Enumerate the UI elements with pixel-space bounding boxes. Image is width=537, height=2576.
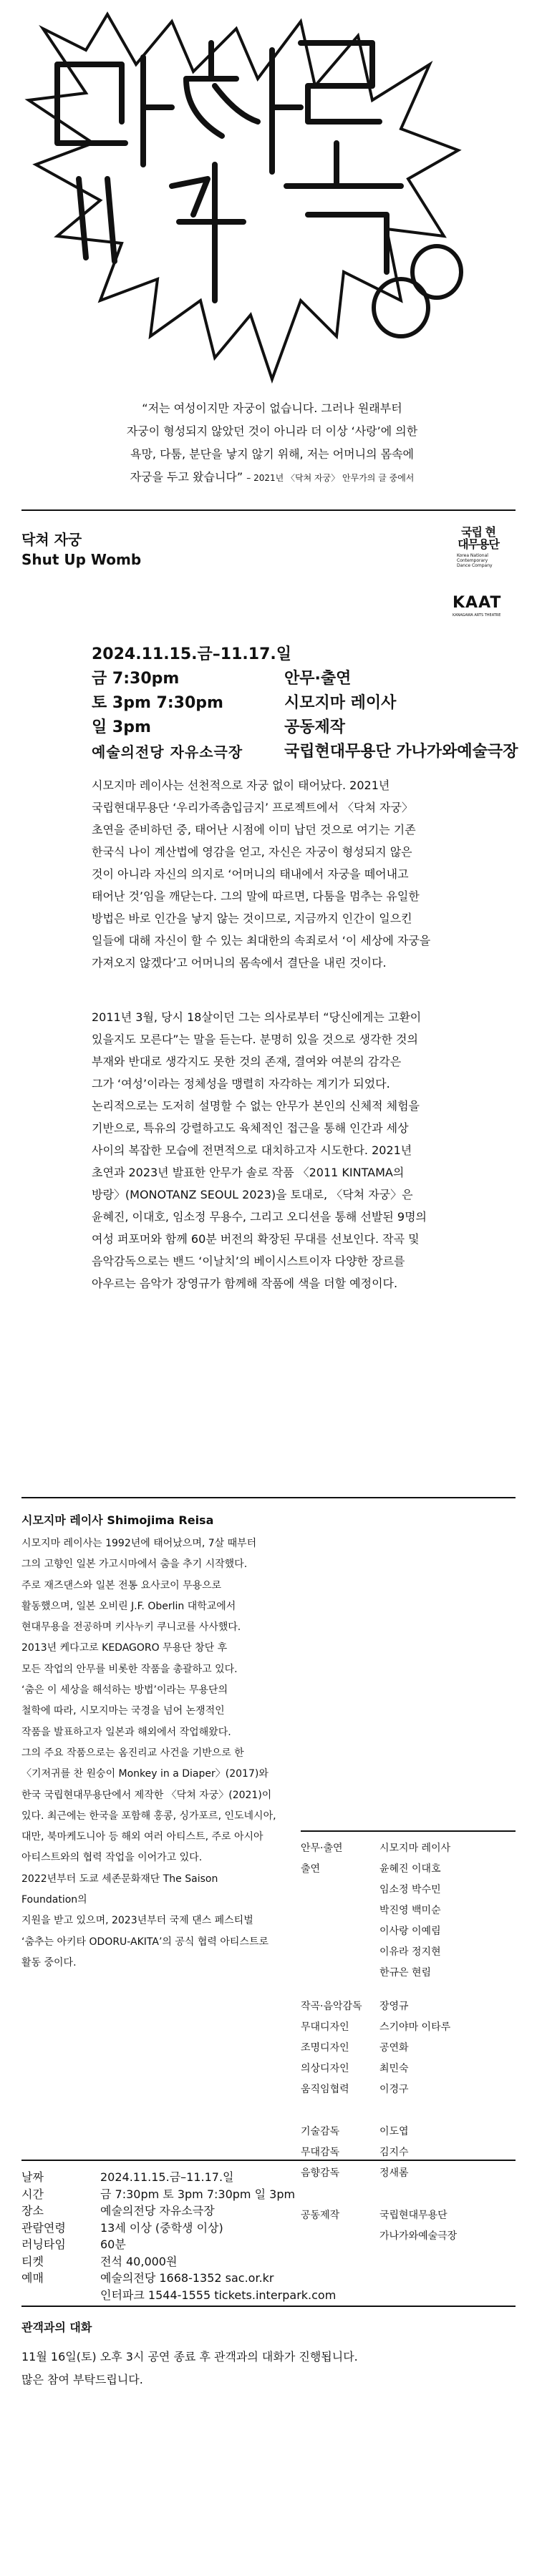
credit-name: 장영규 bbox=[379, 2001, 409, 2012]
text-line: ‘춤추는 아키타 ODORU-AKITA’의 공식 협력 아티스트로 bbox=[21, 1936, 269, 1948]
text-line: 작품을 발표하고자 일본과 해외에서 작업해왔다. bbox=[21, 1726, 231, 1738]
schedule-dates: 2024.11.15.금–11.17.일 bbox=[92, 645, 291, 663]
credit-role: 움직임협력 bbox=[301, 2084, 349, 2095]
info-value: 인터파크 1544-1555 tickets.interpark.com bbox=[100, 2288, 337, 2302]
schedule-block bbox=[92, 643, 291, 764]
quote-line-text: 자궁을 두고 왔습니다” bbox=[130, 470, 243, 484]
credit-role: 조명디자인 bbox=[301, 2042, 349, 2054]
text-line: 활동했으며, 일본 오비린 J.F. Oberlin 대학교에서 bbox=[21, 1600, 236, 1612]
credit-role: 음향감독 bbox=[301, 2167, 340, 2179]
text-line: 지원을 받고 있으며, 2023년부터 국제 댄스 페스티벌 bbox=[21, 1915, 253, 1927]
text-line: 그의 주요 작품으로는 옴진리교 사건을 기반으로 한 bbox=[21, 1747, 244, 1759]
credit-role: 작곡·음악감독 bbox=[301, 2001, 362, 2012]
text-line: 그가 ‘여성’이라는 정체성을 맹렬히 자각하는 계기가 되었다. bbox=[92, 1077, 390, 1091]
credit-name: 박진영 백미순 bbox=[379, 1905, 441, 1916]
kncdc-logo-sub: Korea National Contemporary Dance Company bbox=[457, 553, 493, 568]
credit-name: 임소정 박수민 bbox=[379, 1884, 441, 1896]
text-line: 대만, 북마케도니아 등 해외 여러 아티스트, 주로 아시아 bbox=[21, 1831, 263, 1843]
text-line: 아티스트와의 협력 작업을 이어가고 있다. bbox=[21, 1852, 203, 1864]
text-line: 기반으로, 특유의 강렬하고도 육체적인 접근을 통해 인간과 세상 bbox=[92, 1121, 409, 1135]
credit-name: 이유라 정지현 bbox=[379, 1946, 441, 1958]
info-value: 예술의전당 1668-1352 sac.or.kr bbox=[100, 2271, 274, 2285]
info-value: 60분 bbox=[100, 2238, 126, 2251]
credit-role: 기술감독 bbox=[301, 2126, 340, 2137]
title-english: Shut Up Womb bbox=[21, 551, 142, 568]
top-credit-role: 안무·출연 bbox=[284, 670, 352, 688]
credit-role: 무대디자인 bbox=[301, 2021, 349, 2033]
kaat-logo-sub: KANAGAWA ARTS THEATRE bbox=[453, 613, 501, 618]
info-label: 장소 bbox=[21, 2204, 44, 2218]
text-line: 있다. 최근에는 한국을 포함해 홍콩, 싱가포르, 인도네시아, bbox=[21, 1810, 276, 1822]
schedule-fri: 금 7:30pm bbox=[92, 670, 180, 688]
text-line: 모든 작업의 안무를 비롯한 작품을 총괄하고 있다. bbox=[21, 1663, 238, 1675]
kaat-logo bbox=[453, 594, 510, 618]
text-line: 주로 재즈댄스와 일본 전통 요사코이 무용으로 bbox=[21, 1579, 222, 1591]
text-line: 초연을 준비하던 중, 태어난 시점에 이미 납던 것으로 여기는 기존 bbox=[92, 823, 416, 836]
credit-name: 김지수 bbox=[379, 2147, 409, 2158]
text-line: 것이 아니라 자신의 의지로 ‘어머니의 태내에서 자궁을 떼어내고 bbox=[92, 867, 409, 881]
text-line: 〈기저귀를 찬 원숭이 Monkey in a Diaper〉(2017)와 bbox=[21, 1768, 268, 1780]
text-line: 한국 국립현대무용단에서 제작한 〈닥쳐 자궁〉(2021)이 bbox=[21, 1789, 272, 1801]
text-line: 2011년 3월, 당시 18살이던 그는 의사로부터 “당신에게는 고환이 bbox=[92, 1010, 422, 1024]
info-label: 러닝타임 bbox=[21, 2238, 66, 2251]
text-line: 일들에 대해 자신이 할 수 있는 최대한의 속죄로서 ‘이 세상에 자궁을 bbox=[92, 934, 431, 947]
bio-title: 시모지마 레이사 Shimojima Reisa bbox=[21, 1513, 214, 1527]
credit-name: 이사랑 이예림 bbox=[379, 1926, 441, 1937]
credit-name: 스기야마 이타루 bbox=[379, 2021, 451, 2033]
text-line: 그의 고향인 일본 가고시마에서 춤을 추기 시작했다. bbox=[21, 1558, 248, 1571]
kncdc-logo-mark: 국립 현대무용단 bbox=[458, 525, 499, 551]
divider bbox=[21, 2306, 516, 2307]
hero-artwork bbox=[0, 0, 537, 429]
text-line: 현대무용을 전공하며 키사누키 쿠니코를 사사했다. bbox=[21, 1621, 241, 1634]
text-line: 사이의 복잡한 모습에 전면적으로 대치하고자 시도한다. 2021년 bbox=[92, 1143, 412, 1157]
epigraph-quote bbox=[43, 397, 501, 489]
credit-name: 최민숙 bbox=[379, 2063, 409, 2074]
top-credit-role: 공동제작 bbox=[284, 718, 346, 736]
info-value: 금 7:30pm 토 3pm 7:30pm 일 3pm bbox=[100, 2187, 296, 2201]
talk-body bbox=[21, 2346, 516, 2391]
divider bbox=[21, 1497, 516, 1498]
info-label: 티켓 bbox=[21, 2254, 44, 2268]
info-value: 2024.11.15.금–11.17.일 bbox=[100, 2170, 234, 2184]
title-korean: 닥쳐 자궁 bbox=[21, 531, 82, 548]
text-line: 국립현대무용단 ‘우리가족춤입금지’ 프로젝트에서 〈닥쳐 자궁〉 bbox=[92, 801, 413, 814]
credit-name: 이도엽 bbox=[379, 2126, 409, 2137]
text-line: 아우르는 음악가 장영규가 함께해 작품에 색을 더할 예정이다. bbox=[92, 1277, 398, 1290]
text-line: 방법은 바로 인간을 낳지 않는 것이므로, 지금까지 인간이 일으킨 bbox=[92, 912, 412, 925]
info-label: 시간 bbox=[21, 2187, 44, 2201]
text-line: ‘춤은 이 세상을 해석하는 방법’이라는 무용단의 bbox=[21, 1684, 228, 1697]
kaat-logo-mark: KAAT bbox=[453, 594, 502, 612]
text-line: 방랑〉(MONOTANZ SEOUL 2023)을 토대로, 〈닥쳐 자궁〉은 bbox=[92, 1188, 413, 1201]
text-line: 있을지도 모른다”는 말을 듣는다. 분명히 있을 것으로 생각한 것의 bbox=[92, 1033, 418, 1046]
schedule-sun: 일 3pm bbox=[92, 718, 151, 736]
schedule-venue: 예술의전당 자유소극장 bbox=[92, 743, 243, 761]
text-line: 2013년 케다고로 KEDAGORO 무용단 창단 후 bbox=[21, 1642, 228, 1654]
intro-paragraph-1 bbox=[92, 774, 503, 974]
credit-role: 공동제작 bbox=[301, 2210, 340, 2221]
credit-name: 공연화 bbox=[379, 2042, 409, 2054]
talk-line: 많은 참여 부탁드립니다. bbox=[21, 2373, 143, 2386]
credit-name: 국립현대무용단 bbox=[379, 2210, 448, 2221]
info-label: 예매 bbox=[21, 2271, 44, 2285]
info-label: 관람연령 bbox=[21, 2220, 66, 2235]
bio-body bbox=[21, 1533, 283, 1974]
text-line: 음악감독으로는 밴드 ‘이날치’의 베이시스트이자 다양한 장르를 bbox=[92, 1254, 405, 1268]
text-line: 활동 중이다. bbox=[21, 1956, 77, 1968]
divider bbox=[21, 509, 516, 511]
burst-shape bbox=[29, 14, 458, 379]
credit-role: 안무·출연 bbox=[301, 1843, 343, 1854]
credit-role: 의상디자인 bbox=[301, 2063, 349, 2074]
talk-line: 11월 16일(토) 오후 3시 공연 종료 후 관객과의 대화가 진행됩니다. bbox=[21, 2350, 358, 2363]
text-line: 한국식 나이 계산법에 영감을 얻고, 자신은 자궁이 형성되지 않은 bbox=[92, 845, 412, 859]
quote-line: “저는 여성이지만 자궁이 없습니다. 그러나 원래부터 bbox=[142, 401, 402, 415]
credit-name: 가나가와예술극장 bbox=[379, 2230, 458, 2242]
schedule-sat: 토 3pm 7:30pm bbox=[92, 694, 223, 712]
quote-citation: – 2021년 〈닥쳐 자궁〉 안무가의 글 중에서 bbox=[246, 473, 415, 483]
text-line: 논리적으로는 도저히 설명할 수 없는 안무가 본인의 신체적 체험을 bbox=[92, 1099, 420, 1113]
quote-line bbox=[43, 466, 501, 489]
quote-line: 자궁이 형성되지 않았던 것이 아니라 더 이상 ‘사랑’에 의한 bbox=[126, 424, 418, 438]
credit-name: 한규은 현림 bbox=[379, 1967, 432, 1979]
text-line: 철학에 따라, 시모지마는 국경을 넘어 논쟁적인 bbox=[21, 1705, 225, 1717]
intro-paragraph-2 bbox=[92, 1006, 503, 1294]
text-line: 윤혜진, 이대호, 임소정 무용수, 그리고 오디션을 통해 선발된 9명의 bbox=[92, 1210, 427, 1224]
text-line: 2022년부터 도쿄 세존문화재단 The Saison Foundation의 bbox=[21, 1873, 218, 1906]
credits-table bbox=[301, 1830, 516, 2242]
credit-name: 윤혜진 이대호 bbox=[379, 1863, 441, 1875]
info-label: 날짜 bbox=[21, 2170, 44, 2184]
info-value: 전석 40,000원 bbox=[100, 2254, 178, 2268]
text-line: 시모지마 레이사는 1992년에 태어났으며, 7살 때부터 bbox=[21, 1538, 257, 1549]
top-credit-name: 시모지마 레이사 bbox=[284, 694, 397, 712]
text-line: 여성 퍼포머와 함께 60분 버전의 확장된 무대를 선보인다. 작곡 및 bbox=[92, 1232, 420, 1246]
credit-name: 정새롬 bbox=[379, 2167, 409, 2179]
top-credit-name: 국립현대무용단 가나가와예술극장 bbox=[284, 743, 518, 761]
text-line: 가져오지 않겠다’고 어머니의 몸속에서 결단을 내린 것이다. bbox=[92, 956, 387, 970]
text-line: 태어난 것’임을 깨닫는다. 그의 말에 따르면, 다툼을 멈추는 유일한 bbox=[92, 889, 420, 903]
talk-title: 관객과의 대화 bbox=[21, 2321, 92, 2334]
info-value: 13세 이상 (중학생 이상) bbox=[100, 2220, 223, 2235]
title-art-graphic bbox=[0, 0, 537, 429]
text-line: 부재와 반대로 생각지도 못한 것의 존재, 결여와 여분의 감각은 bbox=[92, 1055, 402, 1068]
info-value: 예술의전당 자유소극장 bbox=[100, 2204, 215, 2218]
credit-role: 출연 bbox=[301, 1863, 321, 1875]
top-credits bbox=[284, 667, 518, 764]
text-line: 시모지마 레이사는 선천적으로 자궁 없이 태어났다. 2021년 bbox=[92, 779, 390, 792]
text-line: 초연과 2023년 발표한 안무가 솔로 작품 〈2011 KINTAMA의 bbox=[92, 1166, 405, 1179]
kncdc-logo bbox=[457, 526, 500, 568]
credit-name: 이경구 bbox=[379, 2084, 409, 2095]
quote-line: 욕망, 다툼, 분단을 낳지 않기 위해, 저는 어머니의 몸속에 bbox=[130, 447, 414, 461]
credit-role: 무대감독 bbox=[301, 2147, 340, 2158]
divider bbox=[21, 2160, 516, 2161]
credit-name: 시모지마 레이사 bbox=[379, 1843, 451, 1854]
